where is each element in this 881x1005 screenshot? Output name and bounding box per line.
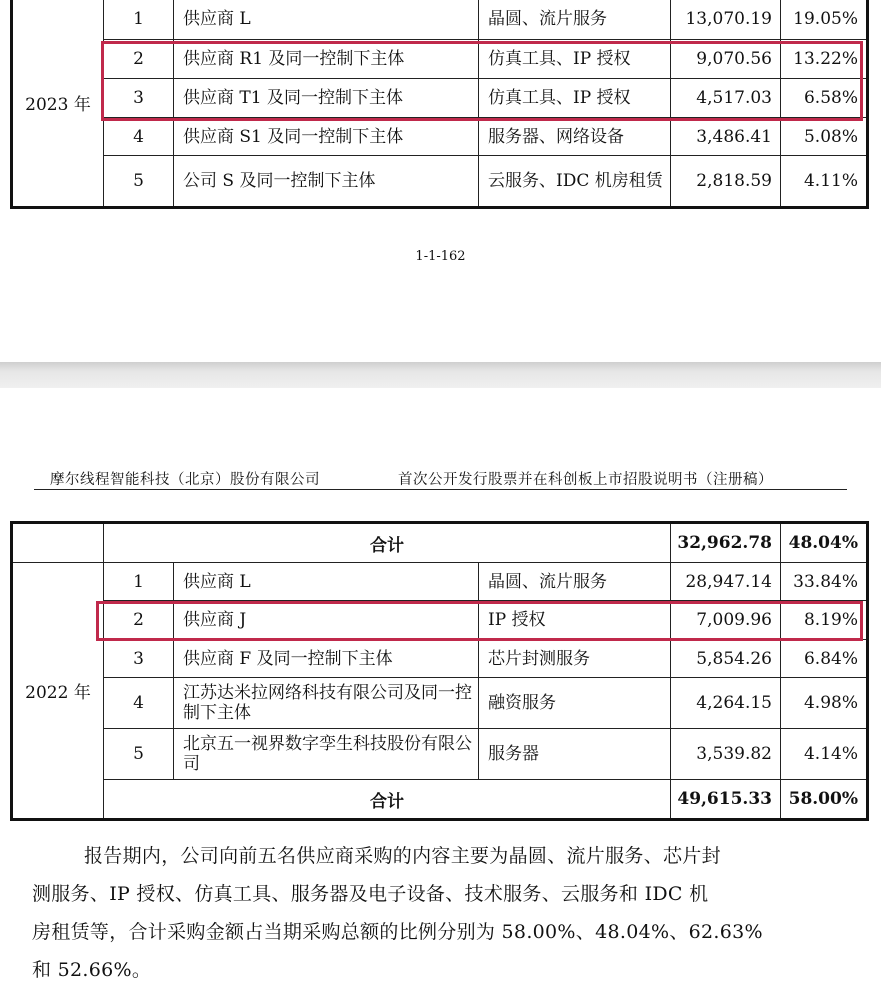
rank-cell: 4 — [104, 118, 174, 156]
rank-cell: 1 — [104, 563, 174, 601]
page-number: 1-1-162 — [415, 249, 466, 264]
page-top — [0, 0, 881, 362]
pct-cell: 4.11% — [781, 156, 868, 208]
amount-cell: 3,486.41 — [671, 118, 781, 156]
content-cell: 服务器、网络设备 — [479, 118, 671, 156]
rank-cell: 1 — [104, 0, 174, 40]
content-cell: 晶圆、流片服务 — [479, 563, 671, 601]
content-cell: 融资服务 — [479, 678, 671, 729]
paragraph-line: 报告期内，公司向前五名供应商采购的内容主要为晶圆、流片服务、芯片封 — [84, 845, 721, 867]
table-row — [12, 79, 868, 118]
pct-cell: 19.05% — [781, 0, 868, 40]
paragraph-line: 测服务、IP 授权、仿真工具、服务器及电子设备、技术服务、云服务和 IDC 机 — [32, 883, 709, 905]
supplier-cell: 供应商 F 及同一控制下主体 — [174, 640, 479, 678]
content-cell: 晶圆、流片服务 — [479, 0, 671, 40]
total-pct: 48.04% — [781, 523, 868, 563]
total-label: 合计 — [104, 780, 671, 820]
pct-cell: 4.98% — [781, 678, 868, 729]
rank-cell: 5 — [104, 156, 174, 208]
rank-cell: 3 — [104, 79, 174, 118]
year-cell: 2023 年 — [12, 0, 104, 208]
amount-cell: 5,854.26 — [671, 640, 781, 678]
total-amount: 49,615.33 — [671, 780, 781, 820]
supplier-cell: 公司 S 及同一控制下主体 — [174, 156, 479, 208]
table-row — [12, 0, 868, 40]
amount-cell: 9,070.56 — [671, 40, 781, 79]
table-row — [12, 40, 868, 79]
content-cell: 芯片封测服务 — [479, 640, 671, 678]
rank-cell: 4 — [104, 678, 174, 729]
total-amount: 32,962.78 — [671, 523, 781, 563]
summary-paragraph — [32, 837, 852, 989]
pct-cell: 4.14% — [781, 729, 868, 780]
content-cell: 仿真工具、IP 授权 — [479, 79, 671, 118]
supplier-table-2023 — [10, 0, 869, 209]
supplier-cell: 供应商 S1 及同一控制下主体 — [174, 118, 479, 156]
header-doc-title: 首次公开发行股票并在科创板上市招股说明书（注册稿） — [398, 472, 773, 488]
supplier-cell: 江苏达米拉网络科技有限公司及同一控制下主体 — [174, 678, 479, 729]
paragraph-line: 和 52.66%。 — [32, 959, 152, 981]
amount-cell: 28,947.14 — [671, 563, 781, 601]
amount-cell: 4,517.03 — [671, 79, 781, 118]
content-cell: IP 授权 — [479, 601, 671, 640]
pct-cell: 8.19% — [781, 601, 868, 640]
supplier-cell: 供应商 T1 及同一控制下主体 — [174, 79, 479, 118]
total-pct: 58.00% — [781, 780, 868, 820]
table-row — [12, 156, 868, 208]
supplier-table-2022 — [10, 521, 869, 821]
supplier-cell: 供应商 R1 及同一控制下主体 — [174, 40, 479, 79]
supplier-cell: 供应商 L — [174, 0, 479, 40]
rank-cell: 5 — [104, 729, 174, 780]
content-cell: 云服务、IDC 机房租赁 — [479, 156, 671, 208]
amount-cell: 7,009.96 — [671, 601, 781, 640]
page-separator — [0, 362, 881, 388]
supplier-cell: 供应商 L — [174, 563, 479, 601]
year-cell: 2022 年 — [12, 563, 104, 820]
pct-cell: 13.22% — [781, 40, 868, 79]
total-label: 合计 — [104, 523, 671, 563]
rank-cell: 2 — [104, 601, 174, 640]
table-row — [12, 118, 868, 156]
paragraph-line: 房租赁等，合计采购金额占当期采购总额的比例分别为 58.00%、48.04%、62.63% — [32, 921, 763, 943]
rank-cell: 2 — [104, 40, 174, 79]
amount-cell: 13,070.19 — [671, 0, 781, 40]
pct-cell: 5.08% — [781, 118, 868, 156]
supplier-cell: 供应商 J — [174, 601, 479, 640]
header-rule — [34, 489, 847, 490]
pct-cell: 6.84% — [781, 640, 868, 678]
table-row — [12, 729, 868, 780]
content-cell: 服务器 — [479, 729, 671, 780]
table-row — [12, 601, 868, 640]
amount-cell: 3,539.82 — [671, 729, 781, 780]
table-row — [12, 563, 868, 601]
pct-cell: 33.84% — [781, 563, 868, 601]
total-row-2023 — [12, 523, 868, 563]
table-row — [12, 640, 868, 678]
amount-cell: 2,818.59 — [671, 156, 781, 208]
supplier-cell: 北京五一视界数字孪生科技股份有限公司 — [174, 729, 479, 780]
content-cell: 仿真工具、IP 授权 — [479, 40, 671, 79]
amount-cell: 4,264.15 — [671, 678, 781, 729]
rank-cell: 3 — [104, 640, 174, 678]
pct-cell: 6.58% — [781, 79, 868, 118]
table-row — [12, 678, 868, 729]
total-row-2022 — [12, 780, 868, 820]
header-company: 摩尔线程智能科技（北京）股份有限公司 — [50, 472, 320, 488]
